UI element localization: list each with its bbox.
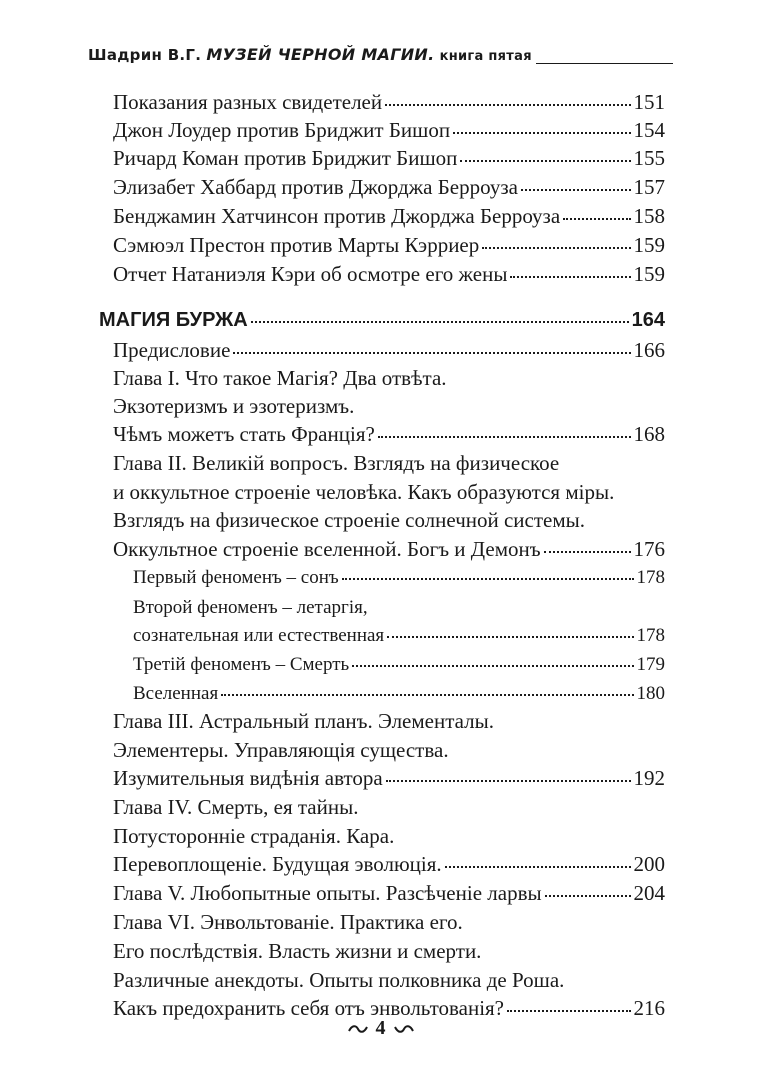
toc-entry-title: Изумительныя видѣнія автора [113,766,383,790]
toc-page-number: 157 [633,175,665,199]
header-book-label: книга пятая [439,49,532,64]
dot-leader [544,551,631,553]
dot-leader [221,694,633,696]
dot-leader [510,276,630,278]
toc-entry-title: Бенджамин Хатчинсон против Джорджа Берроуза [113,204,561,228]
toc-page-number: 158 [633,204,665,228]
dot-leader [453,132,630,134]
toc-entry-title: Глава I. Что такое Магія? Два отвѣта. [113,366,447,390]
page-footer [0,1017,761,1040]
toc-entry [113,90,665,114]
toc-entry-title: Сэмюэл Престон против Марты Кэрриер [113,233,480,257]
toc-entry [113,738,449,762]
toc-entry [113,118,665,142]
dot-leader [545,895,631,897]
toc-page-number: 155 [633,146,665,170]
toc-entry-title: Показания разных свидетелей [113,90,383,114]
toc-entry-title: Элементеры. Управляющія существа. [113,738,449,762]
toc-page-number: 159 [633,262,665,286]
toc-entry-title: Глава VI. Энвольтованіе. Практика его. [113,910,463,934]
toc-entry-title: Второй феноменъ – летаргія, [133,597,368,618]
toc-entry [113,451,559,475]
toc-entry [113,175,665,199]
toc-entry-title: Глава IV. Смерть, ея тайны. [113,795,359,819]
toc-entry [113,233,665,257]
toc-page-number: 159 [633,233,665,257]
toc-entry-title: Ричард Коман против Бриджит Бишоп [113,146,458,170]
dot-leader [352,665,633,667]
toc-entry [113,939,481,963]
dot-leader [386,780,631,782]
toc-entry-title: Глава III. Астральный планъ. Элементалы. [113,709,494,733]
header-title: МУЗЕЙ ЧЕРНОЙ МАГИИ. [206,45,435,64]
toc-entry-title: Взглядъ на физическое строеніе солнечной системы. [113,508,586,532]
toc-page-number: 192 [633,766,665,790]
toc-entry-title: Глава II. Великій вопросъ. Взглядъ на физическое [113,451,560,475]
toc-page-number: 204 [633,881,665,905]
toc-entry [113,508,585,532]
toc-page-number: 168 [633,422,665,446]
toc-page-number: 216 [633,996,665,1020]
toc-entry [133,596,368,620]
dot-leader [378,436,631,438]
toc-entry [113,537,665,561]
dot-leader [251,321,629,323]
toc-entry [113,824,394,848]
toc-entry [113,204,665,228]
toc-entry-title: МАГИЯ БУРЖА [99,309,248,331]
toc-entry [133,624,665,648]
toc-page-number: 178 [636,567,665,588]
toc-page-number: 151 [633,90,665,114]
toc-entry [113,394,354,418]
toc-entry-title: Экзотеризмъ и эзотеризмъ. [113,394,355,418]
toc-page-number: 178 [636,625,665,646]
dot-leader [233,352,630,354]
toc-entry-title: Предисловие [113,338,231,362]
left-ornament-icon [347,1019,369,1040]
dot-leader [445,866,631,868]
toc-entry-title: Какъ предохранить себя отъ энвольтованія? [113,996,505,1020]
toc-entry-title: Потусторонніе страданія. Кара. [113,824,395,848]
toc-entry [113,968,564,992]
toc-entry [113,881,665,905]
toc-entry-title: Различные анекдоты. Опыты полковника де Роша. [113,968,565,992]
toc-entry [113,910,463,934]
toc-entry-title: Глава V. Любопытные опыты. Разсѣченіе ларвы [113,881,542,905]
dot-leader [387,636,633,638]
dot-leader [563,218,630,220]
toc-page-number: 154 [633,118,665,142]
toc-section-heading [99,308,665,332]
toc-entry [113,709,494,733]
toc-entry-title: Джон Лоудер против Бриджит Бишоп [113,118,451,142]
right-ornament-icon [393,1019,415,1040]
page-number: 4 [375,1017,386,1039]
toc-entry-title: сознательная или естественная [133,625,385,646]
toc-entry-title: Первый феноменъ – сонъ [133,567,339,588]
toc-entry [113,480,614,504]
toc-entry-title: Чѣмъ можетъ стать Франція? [113,422,375,446]
dot-leader [385,104,630,106]
toc-entry [113,146,665,170]
toc-entry-title: Его послѣдствія. Власть жизни и смерти. [113,939,482,963]
toc-entry-title: и оккультное строеніе человѣка. Какъ образуются міры. [113,480,615,504]
toc-entry [113,262,665,286]
toc-entry-title: Отчет Натаниэля Кэри об осмотре его жены [113,262,508,286]
dot-leader [521,189,631,191]
toc-entry-title: Перевоплощеніе. Будущая эволюція. [113,852,442,876]
toc-page-number: 179 [636,654,665,675]
toc-page-number: 176 [633,537,665,561]
toc-entry [113,338,665,362]
toc-entry-title: Элизабет Хаббард против Джорджа Берроуза [113,175,518,199]
toc-entry [133,682,665,706]
toc-entry-title: Третій феноменъ – Смерть [133,654,350,675]
toc-entry [113,766,665,790]
toc-entry-title: Вселенная [133,683,219,704]
dot-leader [342,578,634,580]
toc-entry [113,852,665,876]
toc-page-number: 164 [631,309,665,331]
toc-entry-title: Оккультное строеніе вселенной. Богъ и Демонъ [113,537,541,561]
toc-page-number: 180 [636,683,665,704]
toc-page-number: 200 [633,852,665,876]
dot-leader [482,247,630,249]
dot-leader [460,160,630,162]
toc-entry [113,422,665,446]
dot-leader [507,1010,630,1012]
toc-page-number: 166 [633,338,665,362]
toc-entry [133,566,665,590]
toc-entry [113,366,447,390]
toc-entry [113,795,358,819]
toc-entry [133,653,665,677]
header-author: Шадрин В.Г. [88,46,202,64]
